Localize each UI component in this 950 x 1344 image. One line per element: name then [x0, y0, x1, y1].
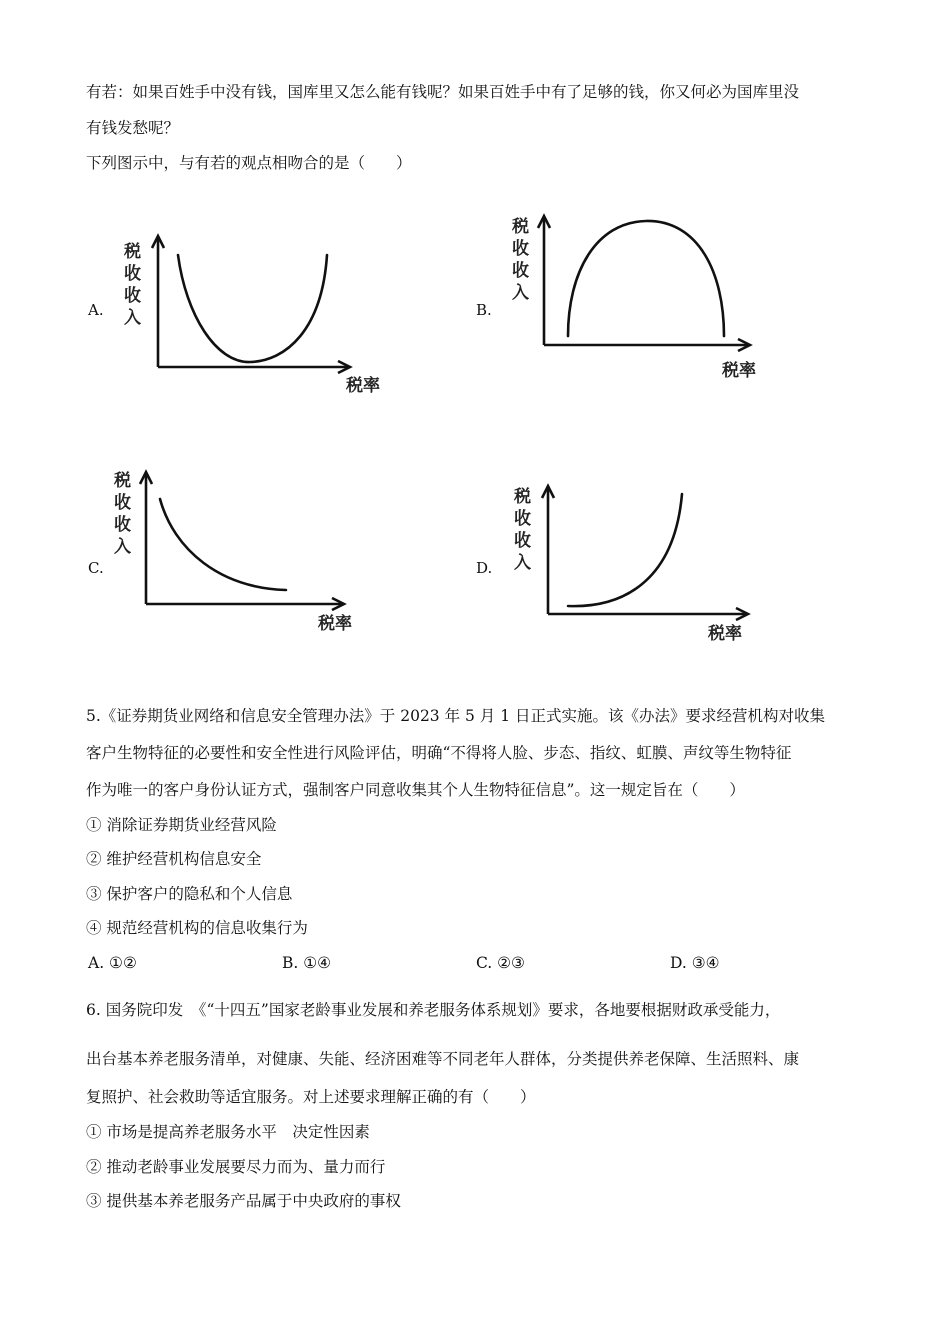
option-a-label: A. [88, 301, 104, 319]
intro-line-2: 有钱发愁呢？ [86, 119, 180, 137]
q6-line-1: 6. 国务院印发 《“十四五”国家老龄事业发展和养老服务体系规划》要求，各地要根据财政承受能力， [86, 1001, 781, 1019]
x-axis-label: 税率 [708, 624, 742, 644]
q5-item-2: ② 维护经营机构信息安全 [86, 850, 262, 868]
y-axis-char: 税 [114, 471, 131, 491]
curve [178, 255, 327, 362]
graph-b [508, 212, 778, 387]
q5-line-2: 客户生物特征的必要性和安全性进行风险评估，明确“不得将人脸、步态、指纹、虹膜、声纹等生物特征 [86, 744, 792, 762]
option-b-label: B. [476, 301, 492, 319]
q5-item-3: ③ 保护客户的隐私和个人信息 [86, 885, 293, 903]
y-axis-char: 入 [514, 553, 531, 573]
y-axis-char: 税 [124, 242, 141, 262]
y-axis-char: 收 [124, 264, 141, 284]
y-axis-char: 收 [114, 493, 131, 513]
y-axis-char: 入 [124, 308, 141, 328]
graph-c [110, 468, 370, 638]
graph-d [510, 484, 770, 654]
q6-item-2: ② 推动老龄事业发展要尽力而为、量力而行 [86, 1158, 386, 1176]
y-axis-char: 税 [512, 217, 529, 237]
q5-line-3: 作为唯一的客户身份认证方式，强制客户同意收集其个人生物特征信息”。这一规定旨在（ ） [86, 781, 745, 799]
q6-item-3: ③ 提供基本养老服务产品属于中央政府的事权 [86, 1192, 401, 1210]
y-axis-char: 收 [114, 515, 131, 535]
curve [160, 499, 286, 590]
option-c-label: C. [88, 559, 104, 577]
q6-item-1: ① 市场是提高养老服务水平 决定性因素 [86, 1123, 370, 1141]
y-axis-char: 收 [124, 286, 141, 306]
q5-choice-c: C. ②③ [476, 954, 525, 972]
curve [568, 221, 724, 336]
graph-a [120, 230, 380, 400]
x-axis-label: 税率 [346, 376, 380, 396]
q5-line-1: 5.《证券期货业网络和信息安全管理办法》于 2023 年 5 月 1 日正式实施。该《办法》要求经营机构对收集 [86, 707, 826, 725]
intro-question: 下列图示中，与有若的观点相吻合的是（ ） [86, 154, 412, 172]
q5-item-4: ④ 规范经营机构的信息收集行为 [86, 919, 308, 937]
y-axis-char: 入 [512, 283, 529, 303]
y-axis-char: 收 [514, 531, 531, 551]
option-d-label: D. [476, 559, 493, 577]
x-axis-label: 税率 [722, 361, 756, 381]
y-axis-char: 税 [514, 487, 531, 507]
intro-line-1: 有若：如果百姓手中没有钱，国库里又怎么能有钱呢？如果百姓手中有了足够的钱，你又何必为国库里没 [86, 83, 800, 101]
q6-line-2: 出台基本养老服务清单，对健康、失能、经济困难等不同老年人群体，分类提供养老保障、生活照料、康 [86, 1050, 800, 1068]
q6-line-3: 复照护、社会救助等适宜服务。对上述要求理解正确的有（ ） [86, 1088, 536, 1106]
q5-choice-d: D. ③④ [670, 954, 720, 972]
y-axis-char: 入 [114, 537, 131, 557]
q5-item-1: ① 消除证券期货业经营风险 [86, 816, 277, 834]
q5-choice-b: B. ①④ [282, 954, 332, 972]
x-axis-label: 税率 [318, 614, 352, 634]
y-axis-char: 收 [512, 261, 529, 281]
curve [568, 494, 682, 606]
y-axis-char: 收 [514, 509, 531, 529]
q5-choice-a: A. ①② [88, 954, 137, 972]
y-axis-char: 收 [512, 239, 529, 259]
